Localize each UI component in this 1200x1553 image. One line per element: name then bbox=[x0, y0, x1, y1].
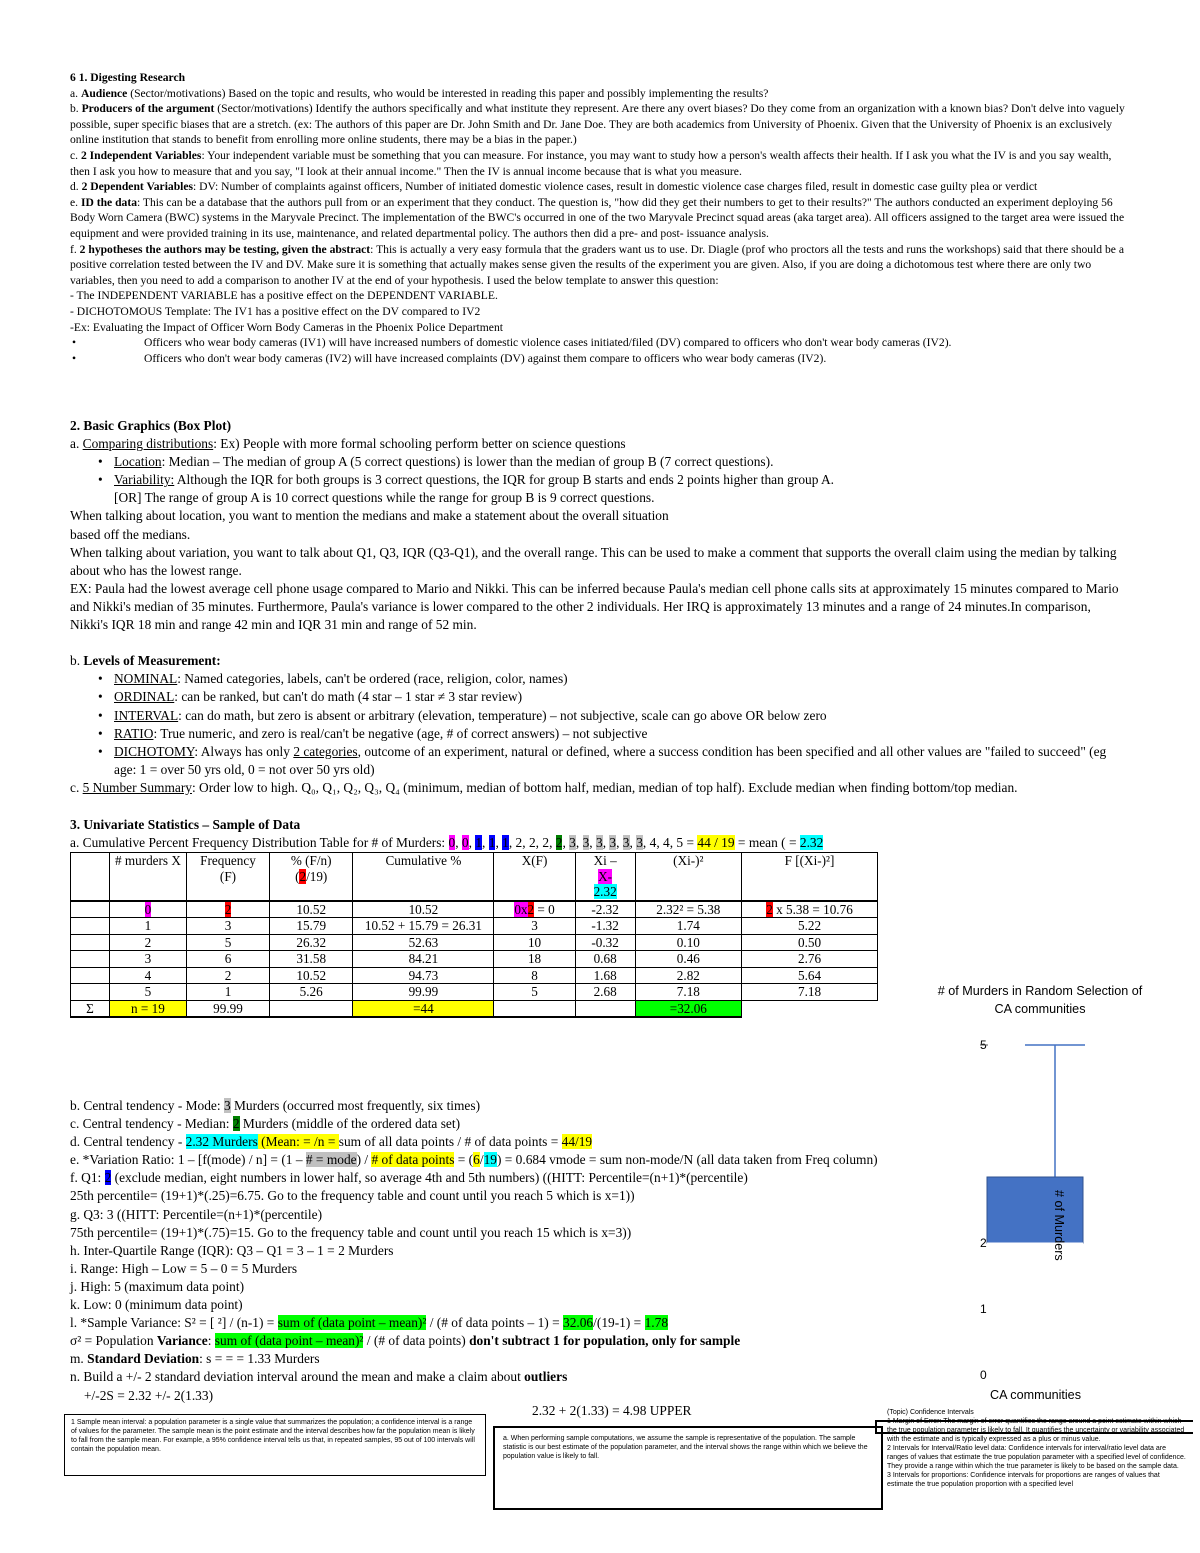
bullet-location: • Location: Median – The median of group A (5 correct questions) is lower than the median of group B (7 correct questions). bbox=[98, 454, 774, 470]
note-box-1: 1 Sample mean interval: a population parameter is a single value that summarizes the population; a confidence interval is a range of values for the parameter. The sample mean is the point estimate and the interval describes how far the population mean is likely to fall from the sample mean. For example, a 95% confidence interval tells us that, in repeated samples, 95 out of 100 intervals will contain the population mean. bbox=[64, 1414, 486, 1476]
murder-sequence: a. Cumulative Percent Frequency Distribution Table for # of Murders: 0, 0, 1, 1, 1, 2, 2, 2, 2, 3, 3, 3, 3, 3, 3, 4, 4, 5 = 44 / 19 = mean ( = 2.32 bbox=[70, 835, 824, 851]
location-paragraph-2: based off the medians. bbox=[70, 526, 191, 542]
sequence-value: 1 bbox=[475, 835, 483, 851]
table-row bbox=[71, 934, 878, 951]
table-cell: n = 19 bbox=[109, 1000, 186, 1017]
table-cell: 99.99 bbox=[353, 984, 494, 1001]
table-cell: 52.63 bbox=[353, 934, 494, 951]
table-cell: 1 bbox=[109, 918, 186, 935]
table-cell: 10.52 bbox=[353, 901, 494, 918]
y-tick-label: 1 bbox=[980, 1302, 987, 1316]
low-line: k. Low: 0 (minimum data point) bbox=[70, 1297, 243, 1313]
table-cell: Σ bbox=[71, 1000, 110, 1017]
header-cumulative: Cumulative % bbox=[353, 853, 494, 901]
table-cell: 0.50 bbox=[742, 934, 878, 951]
section-univariate-stats bbox=[70, 1097, 1020, 1405]
table-cell: 2.68 bbox=[575, 984, 635, 1001]
table-cell: 2.82 bbox=[635, 967, 741, 984]
header-xf: X(F) bbox=[494, 853, 575, 901]
high-line: j. High: 5 (maximum data point) bbox=[70, 1278, 245, 1294]
table-cell: 10.52 bbox=[270, 901, 353, 918]
sequence-value: 3 bbox=[636, 835, 643, 851]
item-dependent-variables: d. 2 Dependent Variables: DV: Number of complaints against officers, Number of initiated domestic violence cases, result in domestic violence case charges filed, result in domestic case guilty plea or verdict bbox=[70, 180, 1038, 194]
table-cell: 2.76 bbox=[742, 951, 878, 968]
template-line-3: -Ex: Evaluating the Impact of Officer Worn Body Cameras in the Phoenix Police Department bbox=[70, 320, 503, 334]
q3-percentile-line: 75th percentile= (19+1)*(.75)=15. Go to the frequency table and count until you reach 15 which is x=3)) bbox=[70, 1224, 632, 1240]
level-ordinal: • ORDINAL: can be ranked, but can't do math (4 star – 1 star ≠ 3 star review) bbox=[98, 689, 523, 705]
header-frequency: Frequency (F) bbox=[186, 853, 269, 901]
sequence-value: 1 bbox=[502, 835, 509, 851]
table-cell: 2 x 5.38 = 10.76 bbox=[742, 901, 878, 918]
table-cell: 0 bbox=[109, 901, 186, 918]
sequence-value: 3 bbox=[569, 835, 576, 851]
note-box-2: a. When performing sample computations, we assume the sample is representative of the population. The sample statistic is our best estimate of the population parameter, and the interval shows the range within which we believe the population value is likely to fall. bbox=[493, 1426, 883, 1510]
location-paragraph: When talking about location, you want to mention the medians and make a statement about the overall situation bbox=[70, 508, 669, 524]
table-cell: 6 bbox=[186, 951, 269, 968]
item-audience: a. Audience (Sector/motivations) Based on the topic and results, who would be interested in reading this paper and possibly implementing the results? bbox=[70, 86, 769, 100]
table-cell: 7.18 bbox=[742, 984, 878, 1001]
table-cell: -1.32 bbox=[575, 918, 635, 935]
table-row bbox=[71, 901, 878, 918]
note-3-title: (Topic) Confidence Intervals bbox=[887, 1409, 974, 1416]
interval-line: +/-2S = 2.32 +/- 2(1.33) bbox=[84, 1387, 214, 1403]
mode-line: b. Central tendency - Mode: 3 Murders (occurred most frequently, six times) bbox=[70, 1098, 481, 1113]
level-ratio: • RATIO: True numeric, and zero is real/can't be negative (age, # of correct answers) – not subjective bbox=[98, 725, 648, 741]
table-cell bbox=[71, 918, 110, 935]
hypothesis-2: • Officers who don't wear body cameras (IV2) will have increased complaints (DV) against them compare to officers who wear body cameras (IV2). bbox=[72, 351, 827, 365]
upper-bound-line: 2.32 + 2(1.33) = 4.98 UPPER bbox=[532, 1403, 692, 1418]
level-dichotomy: • DICHOTOMY: Always has only 2 categories, outcome of an experiment, natural or defined, where a success condition has been specified and all other values are "failed to succeed" (eg age: 1 = over 50 yrs old, 0 = not over 50 yrs old) bbox=[98, 743, 1107, 777]
sequence-value: 2 bbox=[555, 835, 563, 851]
sequence-value: 0 bbox=[461, 835, 469, 851]
table-cell: 5.22 bbox=[742, 918, 878, 935]
sample-variance-line: l. *Sample Variance: S² = [ ²] / (n-1) = sum of (data point – mean)² / (# of data points – 1) = 32.06/(19-1) = 1.78 bbox=[70, 1315, 669, 1331]
table-cell: 2.32² = 5.38 bbox=[635, 901, 741, 918]
table-cell: 26.32 bbox=[270, 934, 353, 951]
sequence-value: 2 bbox=[542, 835, 550, 851]
table-cell: 15.79 bbox=[270, 918, 353, 935]
table-cell: 2 bbox=[186, 967, 269, 984]
note-3-item-1: 1 Margin of Error: The margin of error quantifies the range around a point estimate within which the true population parameter is likely to fall. It quantifies the uncertainty or variability associated with the estimate and is typically expressed as a plus or minus value. bbox=[887, 1418, 1185, 1443]
sequence-value: 3 bbox=[595, 835, 603, 851]
frequency-table bbox=[70, 852, 878, 1018]
note-3-item-2: 2 Intervals for Interval/Ratio level data: Confidence intervals for interval/ratio level data are ranges of values that estimate the true population parameter with a specified level of confidence. They provide a range within which the true parameter is likely to be based on the sample data. bbox=[887, 1445, 1186, 1470]
population-variance-line: σ² = Population Variance: sum of (data point – mean)² / (# of data points) don't subtract 1 for population, only for sample bbox=[70, 1333, 741, 1349]
item-independent-variables: c. 2 Independent Variables: Your independent variable must be something that you can measure. For instance, you may want to study how a person's wealth affects their health. If I ask you what the IV is and you say wealth, then I ask you how to measure that and you say, "I look at their annual income." Then the IV is annual income because that is what you measure. bbox=[70, 148, 1112, 178]
chart-y-label: # of Murders bbox=[1052, 1190, 1066, 1261]
table-cell bbox=[270, 1000, 353, 1017]
note-3-item-3: 3 Intervals for proportions: Confidence intervals for proportions are ranges of values that estimate the true population proportion with a specified level bbox=[887, 1472, 1160, 1488]
table-cell: 0.10 bbox=[635, 934, 741, 951]
sequence-value: 3 bbox=[582, 835, 590, 851]
table-header-row bbox=[71, 853, 878, 901]
median-line: c. Central tendency - Median: 2 Murders (middle of the ordered data set) bbox=[70, 1116, 461, 1132]
section-digesting-research bbox=[70, 70, 1130, 366]
header-squared: (Xi-)² bbox=[635, 853, 741, 901]
section-basic-graphics bbox=[70, 417, 1130, 797]
table-row bbox=[71, 967, 878, 984]
table-cell bbox=[71, 967, 110, 984]
table-cell: 5.64 bbox=[742, 967, 878, 984]
y-tick-label: 2 bbox=[980, 1236, 987, 1250]
iqr-line: h. Inter-Quartile Range (IQR): Q3 – Q1 = 3 – 1 = 2 Murders bbox=[70, 1242, 394, 1258]
table-cell: =44 bbox=[353, 1000, 494, 1017]
mean-line: d. Central tendency - 2.32 Murders (Mean: = /n = sum of all data points / # of data points = 44/19 bbox=[70, 1134, 593, 1150]
table-cell: 0.68 bbox=[575, 951, 635, 968]
table-cell: 2 bbox=[109, 934, 186, 951]
sequence-value: 2 bbox=[528, 835, 536, 851]
example-paragraph: EX: Paula had the lowest average cell phone usage compared to Mario and Nikki. This can be inferred because Paula's median cell phone calls sits at approximately 15 minutes compared to Mario and Nikki's median of 35 minutes. Furthermore, Paula's variance is lower compared to the other 2 individuals. Her IRQ is approximately 13 minutes and a range of 24 minutes.In comparison, Nikki's IQR 18 min and range 42 min and IQR 31 min and range of 52 min. bbox=[70, 580, 1119, 633]
section-2-heading: 2. Basic Graphics (Box Plot) bbox=[70, 418, 232, 433]
sequence-value: 3 bbox=[609, 835, 617, 851]
header-percent: % (F/n) (2/19) bbox=[270, 853, 353, 901]
table-cell: 31.58 bbox=[270, 951, 353, 968]
sequence-value: 5 bbox=[676, 835, 684, 851]
table-cell: 8 bbox=[494, 967, 575, 984]
level-interval: • INTERVAL: can do math, but zero is absent or arbitrary (elevation, temperature) – not subjective, scale can go above OR below zero bbox=[98, 707, 827, 723]
sequence-value: 3 bbox=[622, 835, 630, 851]
q3-line: g. Q3: 3 ((HITT: Percentile=(n+1)*(percentile) bbox=[70, 1206, 323, 1222]
table-cell: 10.52 bbox=[270, 967, 353, 984]
table-cell bbox=[71, 984, 110, 1001]
table-cell: 10 bbox=[494, 934, 575, 951]
table-row bbox=[71, 984, 878, 1001]
level-nominal: • NOMINAL: Named categories, labels, can't be ordered (race, religion, color, names) bbox=[98, 671, 568, 687]
table-cell: 5 bbox=[494, 984, 575, 1001]
item-hypotheses: f. 2 hypotheses the authors may be testing, given the abstract: This is actually a very easy formula that the graders want us to use. Dr. Diagle (prof who proctors all the tests and runs the workshops) said that there should be a positive correlation tested between the IV and DV. Make sure it is something that actually makes sense given the results of the experiment you are given. Also, if you are doing a dichotomous test where there are only two variables, then you need to add a comparison to another IV at the end of your hypothesis. I used the below template to answer this question: bbox=[70, 242, 1124, 287]
variability-or: [OR] The range of group A is 10 correct questions while the range for group B is 9 correct questions. bbox=[114, 490, 655, 506]
template-line-2: - DICHOTOMOUS Template: The IV1 has a positive effect on the DV compared to IV2 bbox=[70, 304, 481, 318]
chart-x-label: CA communities bbox=[990, 1388, 1081, 1402]
table-cell: 5.26 bbox=[270, 984, 353, 1001]
chart-title: # of Murders in Random Selection of CA communities bbox=[937, 984, 1143, 1016]
table-cell: 0x2 = 0 bbox=[494, 901, 575, 918]
table-cell: -2.32 bbox=[575, 901, 635, 918]
y-tick-label: 0 bbox=[980, 1368, 987, 1382]
table-cell: 1.74 bbox=[635, 918, 741, 935]
sequence-value: 1 bbox=[488, 835, 496, 851]
table-cell: 10.52 + 15.79 = 26.31 bbox=[353, 918, 494, 935]
item-id-data: e. ID the data: This can be a database that the authors pull from or an experiment that they conduct. The question is, "how did they get their numbers to get to their results?" The authors conducted an experiment deploying 56 Body Worn Camera (BWC) systems in the Maryvale Precinct. The implementation of the BWC's occurred in one of the two Maryvale Precinct squad areas (aka target area). All officers assigned to the target area were issued the equipment and were provided training in its use, maintenance, and related departmental policy. The authors then did a pre- and post- issuance analysis. bbox=[70, 195, 1125, 240]
variation-paragraph: When talking about variation, you want to talk about Q1, Q3, IQR (Q3-Q1), and the overall range. This can be used to make a comment that supports the overall claim using the median by talking about who has the lowest range. bbox=[70, 544, 1117, 578]
header-murders: # murders X bbox=[109, 853, 186, 901]
table-sum-row bbox=[71, 1000, 878, 1017]
table-cell: 3 bbox=[494, 918, 575, 935]
table-cell: 7.18 bbox=[635, 984, 741, 1001]
sequence-value: 4 bbox=[663, 835, 670, 851]
std-dev-line: m. Standard Deviation: s = = = 1.33 Murders bbox=[70, 1351, 320, 1367]
table-cell: 99.99 bbox=[186, 1000, 269, 1017]
table-cell bbox=[71, 934, 110, 951]
section-1-heading: 6 1. Digesting Research bbox=[70, 71, 186, 84]
table-cell: 3 bbox=[186, 918, 269, 935]
table-cell: 0.46 bbox=[635, 951, 741, 968]
table-cell: 84.21 bbox=[353, 951, 494, 968]
table-cell: =32.06 bbox=[635, 1000, 741, 1017]
section-univariate bbox=[70, 816, 1130, 852]
header-f-squared: F [(Xi-)²] bbox=[742, 853, 878, 901]
table-cell bbox=[71, 951, 110, 968]
table-row bbox=[71, 951, 878, 968]
table-cell bbox=[71, 901, 110, 918]
outlier-line: n. Build a +/- 2 standard deviation interval around the mean and make a claim about outliers bbox=[70, 1369, 568, 1385]
note-box-3 bbox=[887, 1408, 1187, 1550]
table-cell: 1.68 bbox=[575, 967, 635, 984]
table-cell: 5 bbox=[109, 984, 186, 1001]
table-cell: 5 bbox=[186, 934, 269, 951]
table-row bbox=[71, 918, 878, 935]
variation-ratio-line: e. *Variation Ratio: 1 – [f(mode) / n] = (1 – # = mode) / # of data points = (6/19) = 0.684 vmode = sum non-mode/N (all data taken from Freq column) bbox=[70, 1152, 878, 1168]
hypothesis-1: • Officers who wear body cameras (IV1) will have increased numbers of domestic violence cases initiated/filed (DV) compared to officers who don't wear body cameras (IV2). bbox=[72, 336, 952, 350]
table-cell bbox=[575, 1000, 635, 1017]
table-cell bbox=[494, 1000, 575, 1017]
table-cell: -0.32 bbox=[575, 934, 635, 951]
comparing-distributions: a. Comparing distributions: Ex) People with more formal schooling perform better on science questions bbox=[70, 436, 626, 452]
template-line-1: - The INDEPENDENT VARIABLE has a positive effect on the DEPENDENT VARIABLE. bbox=[70, 289, 498, 303]
y-tick-label: 5 bbox=[980, 1038, 987, 1052]
q1-percentile-line: 25th percentile= (19+1)*(.25)=6.75. Go to the frequency table and count until you reach 5 which is x=1)) bbox=[70, 1188, 635, 1204]
five-number-summary: c. 5 Number Summary: Order low to high. Q₀, Q₁, Q₂, Q₃, Q₄ (minimum, median of bottom half, median, median of top half). Exclude median when finding bottom/top median. bbox=[70, 779, 1018, 795]
sequence-value: 0 bbox=[448, 835, 456, 851]
q1-line: f. Q1: 2 (exclude median, eight numbers in lower half, so average 4th and 5th numbers) ((HITT: Percentile=(n+1)*(percentile) bbox=[70, 1170, 748, 1186]
range-line: i. Range: High – Low = 5 – 0 = 5 Murders bbox=[70, 1260, 298, 1276]
sequence-value: 2 bbox=[515, 835, 523, 851]
table-cell: 1 bbox=[186, 984, 269, 1001]
table-body bbox=[71, 901, 878, 1018]
item-producers: b. Producers of the argument (Sector/motivations) Identify the authors specifically and what institute they represent. Are there any overt biases? Do they come from an organization with a known bias? Don't delve into vaguely possible, super specific biases that are a stretch. (ex: The authors of this paper are Dr. John Smith and Dr. Jane Doe. They are both academics from University of Phoenix. Given that the University of Phoenix is an exclusively online institution that stands to benefit from enrolling more online students, there may be a bias in the paper.) bbox=[70, 102, 1125, 147]
header-deviation: Xi – X- 2.32 bbox=[575, 853, 635, 901]
table-cell: 3 bbox=[109, 951, 186, 968]
section-3-heading: 3. Univariate Statistics – Sample of Data bbox=[70, 817, 301, 832]
sequence-values: 0, 0, 1, 1, 1, 2, 2, 2, 2, 3, 3, 3, 3, 3, 3, 4, 4, 5 bbox=[448, 835, 684, 851]
table-cell: 18 bbox=[494, 951, 575, 968]
table-cell: 4 bbox=[109, 967, 186, 984]
levels-heading: b. Levels of Measurement: bbox=[70, 653, 221, 669]
table-cell: 2 bbox=[186, 901, 269, 918]
sequence-value: 4 bbox=[649, 835, 657, 851]
bullet-variability: • Variability: Although the IQR for both groups is 3 correct questions, the IQR for group B starts and ends 2 points higher than group A. bbox=[98, 472, 835, 488]
table-cell: 94.73 bbox=[353, 967, 494, 984]
